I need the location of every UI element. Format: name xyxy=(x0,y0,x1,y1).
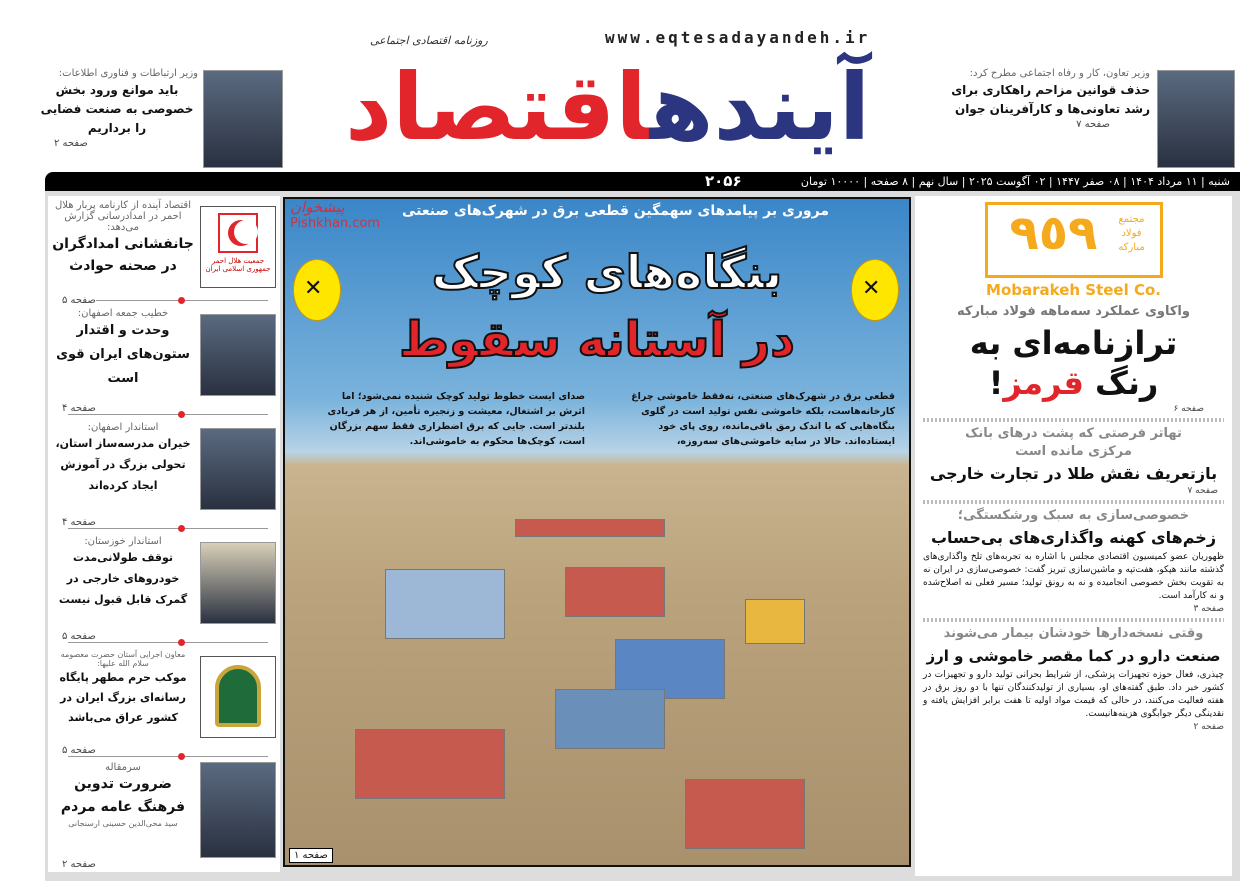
building xyxy=(555,689,665,749)
page-ref: صفحه ۳ xyxy=(1193,604,1224,614)
logo-text: جمعیت هلال احمر جمهوری اسلامی ایران xyxy=(205,257,271,273)
headline: وحدت و اقتدار ستون‌های ایران قوی است xyxy=(56,323,190,386)
shrine-logo xyxy=(200,656,276,738)
page-ref: صفحه ۵ xyxy=(62,745,96,756)
main-kicker: مروری بر پیامدهای سهمگین قطعی برق در شهرک‌های صنعتی xyxy=(401,203,829,219)
news-item[interactable] xyxy=(48,304,280,416)
masthead-logo xyxy=(345,48,925,168)
headline: جانفشانی امدادگران در صحنه حوادث xyxy=(52,236,194,274)
author: سید محی‌الدین حسینی ارسنجانی xyxy=(68,819,178,828)
body: چیذری، فعال حوزه تجهیزات پزشکی، از شرایط بحرانی تولید دارو و تجهیزات در کشور خبر داد. طبق گفته‌های او، بسیاری از تولیدکنندگان تنها با دو روز برق در هفته فعالیت می‌کنند، در حالی که قیمت مواد اولیه تا هفت برابر افزایش یافته و نقدینگی دیگر جوابگوی هزینه‌هانیست. xyxy=(923,670,1224,719)
crescent-icon xyxy=(218,213,258,253)
ad-kicker: واکاوی عملکرد سه‌ماهه فولاد مبارکه xyxy=(957,304,1190,319)
kicker: وقتی نسخه‌دارها خودشان بیمار می‌شوند xyxy=(943,626,1204,641)
headline: زخم‌های کهنه واگذاری‌های بی‌حساب xyxy=(930,528,1217,547)
headline: توقف طولانی‌مدت خودروهای خارجی در گمرک قابل قبول نیست xyxy=(58,551,188,606)
editorial-item[interactable] xyxy=(48,758,280,870)
story-pharma[interactable] xyxy=(915,625,1232,733)
main-body-right: قطعی برق در شهرک‌های صنعتی، نه‌فقط خاموشی چراغ کارخانه‌هاست، بلکه خاموشی نفس تولید است در گلوی بنگاه‌هایی که با اندک رمق باقی‌مانده، روی پای خود ایستاده‌اند. حالا در سایه خاموشی‌های سه‌روزه، xyxy=(631,391,895,447)
page-ref: صفحه ۵ xyxy=(62,295,96,306)
page-ref: صفحه ۲ xyxy=(62,859,96,870)
news-item[interactable] xyxy=(48,532,280,644)
red-crescent-logo xyxy=(200,206,276,288)
steel-logo: ٩٥٩ مجتمع فولاد مبارکه xyxy=(985,202,1163,278)
page-ref: صفحه ۷ xyxy=(1076,119,1110,130)
mobarakeh-steel-ad[interactable] xyxy=(915,196,1232,415)
kicker: خطیب جمعه اصفهان: xyxy=(77,308,169,319)
body: ظهوریان عضو کمیسیون اقتصادی مجلس با اشاره به تجربه‌های تلخ واگذاری‌های گذشته مانند هپکو، هفت‌تپه و ماشین‌سازی تبریز گفت: خصوصی‌سازی در ایران نه به تقویت بخش خصوصی انجامیده و نه به رونق تولید؛ مسیر فعلی نه اصلاح‌شده و نه کارآمد است. xyxy=(923,552,1224,601)
kicker: خصوصی‌سازی به سبک ورشکستگی؛ xyxy=(957,508,1190,523)
top-right-story[interactable] xyxy=(940,68,1150,130)
news-item[interactable] xyxy=(48,196,280,308)
logo-red: اقتصاد xyxy=(345,54,650,161)
date-bar xyxy=(45,172,1240,191)
governor-photo xyxy=(200,428,276,510)
kicker: وزیر ارتباطات و فناوری اطلاعات: xyxy=(58,68,198,79)
minister-photo xyxy=(1157,70,1235,168)
issue-number: ۲۰۵۶ xyxy=(705,172,742,190)
page-ref: صفحه ۵ xyxy=(62,631,96,642)
watermark-en: Pishkhan.com xyxy=(290,216,381,231)
building xyxy=(385,569,505,639)
cleric-photo xyxy=(200,314,276,396)
page-ref: صفحه ۴ xyxy=(62,517,96,528)
headline-red-word: قرمز xyxy=(1003,364,1084,402)
masthead-subtitle: روزنامه اقتصادی اجتماعی xyxy=(370,34,488,47)
top-left-story[interactable] xyxy=(36,68,198,149)
news-item[interactable] xyxy=(48,418,280,530)
governor-photo xyxy=(200,542,276,624)
page-ref: صفحه ۲ xyxy=(54,138,88,149)
watermark-fa: پیشخوان xyxy=(290,198,345,216)
logo-blue: آینده xyxy=(649,54,871,161)
page-ref: صفحه ۶ xyxy=(1173,404,1204,414)
right-column xyxy=(915,196,1232,876)
page-ref: صفحه ۷ xyxy=(1187,486,1218,496)
kicker: تهاتر فرصتی که پشت درهای بانک مرکزی مانده است xyxy=(965,426,1182,459)
kicker: سرمقاله xyxy=(105,762,141,773)
headline: صنعت دارو در کما مقصر خاموشی و ارز xyxy=(926,647,1221,665)
page-ref: صفحه ۴ xyxy=(62,403,96,414)
building xyxy=(745,599,805,644)
kicker: معاون اجرایی آستان حضرت معصومه سلام الله علیها: xyxy=(60,650,186,668)
logo-en: Mobarakeh Steel Co. xyxy=(986,281,1161,299)
kicker: وزیر تعاون، کار و رفاه اجتماعی مطرح کرد: xyxy=(969,68,1150,79)
date-info: شنبه | ۱۱ مرداد ۱۴۰۴ | ۰۸ صفر ۱۴۴۷ | ۰۲ آگوست ۲۰۲۵ | سال نهم | ۸ صفحه | ۱۰۰۰۰ تومان xyxy=(800,175,1230,188)
author-photo xyxy=(200,762,276,858)
headline: باید موانع ورود بخش خصوصی به صنعت فضایی را برداریم xyxy=(40,83,194,135)
page-ref: صفحه ۱ xyxy=(289,848,333,863)
logo-fa: مجتمع فولاد مبارکه xyxy=(1118,214,1145,253)
news-item[interactable] xyxy=(48,646,280,758)
story-privatization[interactable] xyxy=(915,507,1232,615)
headline-word: رنگ xyxy=(1095,364,1159,402)
main-body-left: صدای ایست خطوط تولید کوچک شنیده نمی‌شود؛ اما اثرش بر اشتغال، معیشت و زنجیره تأمین، از هر فریادی بلندتر است. جایی که برق اضطراری فقط سهم بزرگان است، کوچک‌ها محکوم به خاموشی‌اند. xyxy=(327,391,585,447)
building xyxy=(685,779,805,849)
headline: بازتعریف نقش طلا در تجارت خارجی xyxy=(929,464,1218,483)
power-company-logo: ✕ xyxy=(851,259,899,321)
main-headline-line2: در آستانه سقوط xyxy=(399,312,795,368)
website-url[interactable]: www.eqtesadayandeh.ir xyxy=(605,28,871,47)
main-story[interactable] xyxy=(283,197,911,867)
page-ref: صفحه ۲ xyxy=(1193,722,1224,732)
power-company-logo: ✕ xyxy=(293,259,341,321)
headline-line1: ترازنامه‌ای به xyxy=(969,324,1178,362)
story-gold[interactable] xyxy=(915,425,1232,497)
building xyxy=(355,729,505,799)
main-headline-line1: بنگاه‌های کوچک xyxy=(431,245,783,299)
left-column xyxy=(48,196,280,872)
headline: حذف قوانین مزاحم راهکاری برای رشد تعاونی‌ها و کارآفرینان جوان xyxy=(951,83,1150,116)
headline: خیران مدرسه‌ساز استان، تحولی بزرگ در آموزش ایجاد کرده‌اند xyxy=(55,437,191,492)
kicker: استاندار خوزستان: xyxy=(84,536,162,547)
headline-exclaim: ! xyxy=(988,364,1004,402)
minister-photo xyxy=(203,70,283,168)
kicker: استاندار اصفهان: xyxy=(87,422,159,433)
ad-headline xyxy=(915,323,1232,403)
kicker: اقتصاد آینده از کارنامه پربار هلال احمر در امدادرسانی گزارش می‌دهد: xyxy=(55,200,191,233)
building xyxy=(515,519,665,537)
building xyxy=(565,567,665,617)
headline: ضرورت تدوین فرهنگ عامه مردم xyxy=(60,776,186,815)
headline: موکب حرم مطهر پایگاه رسانه‌ای بزرگ ایران در کشور عراق می‌باشد xyxy=(59,671,187,724)
